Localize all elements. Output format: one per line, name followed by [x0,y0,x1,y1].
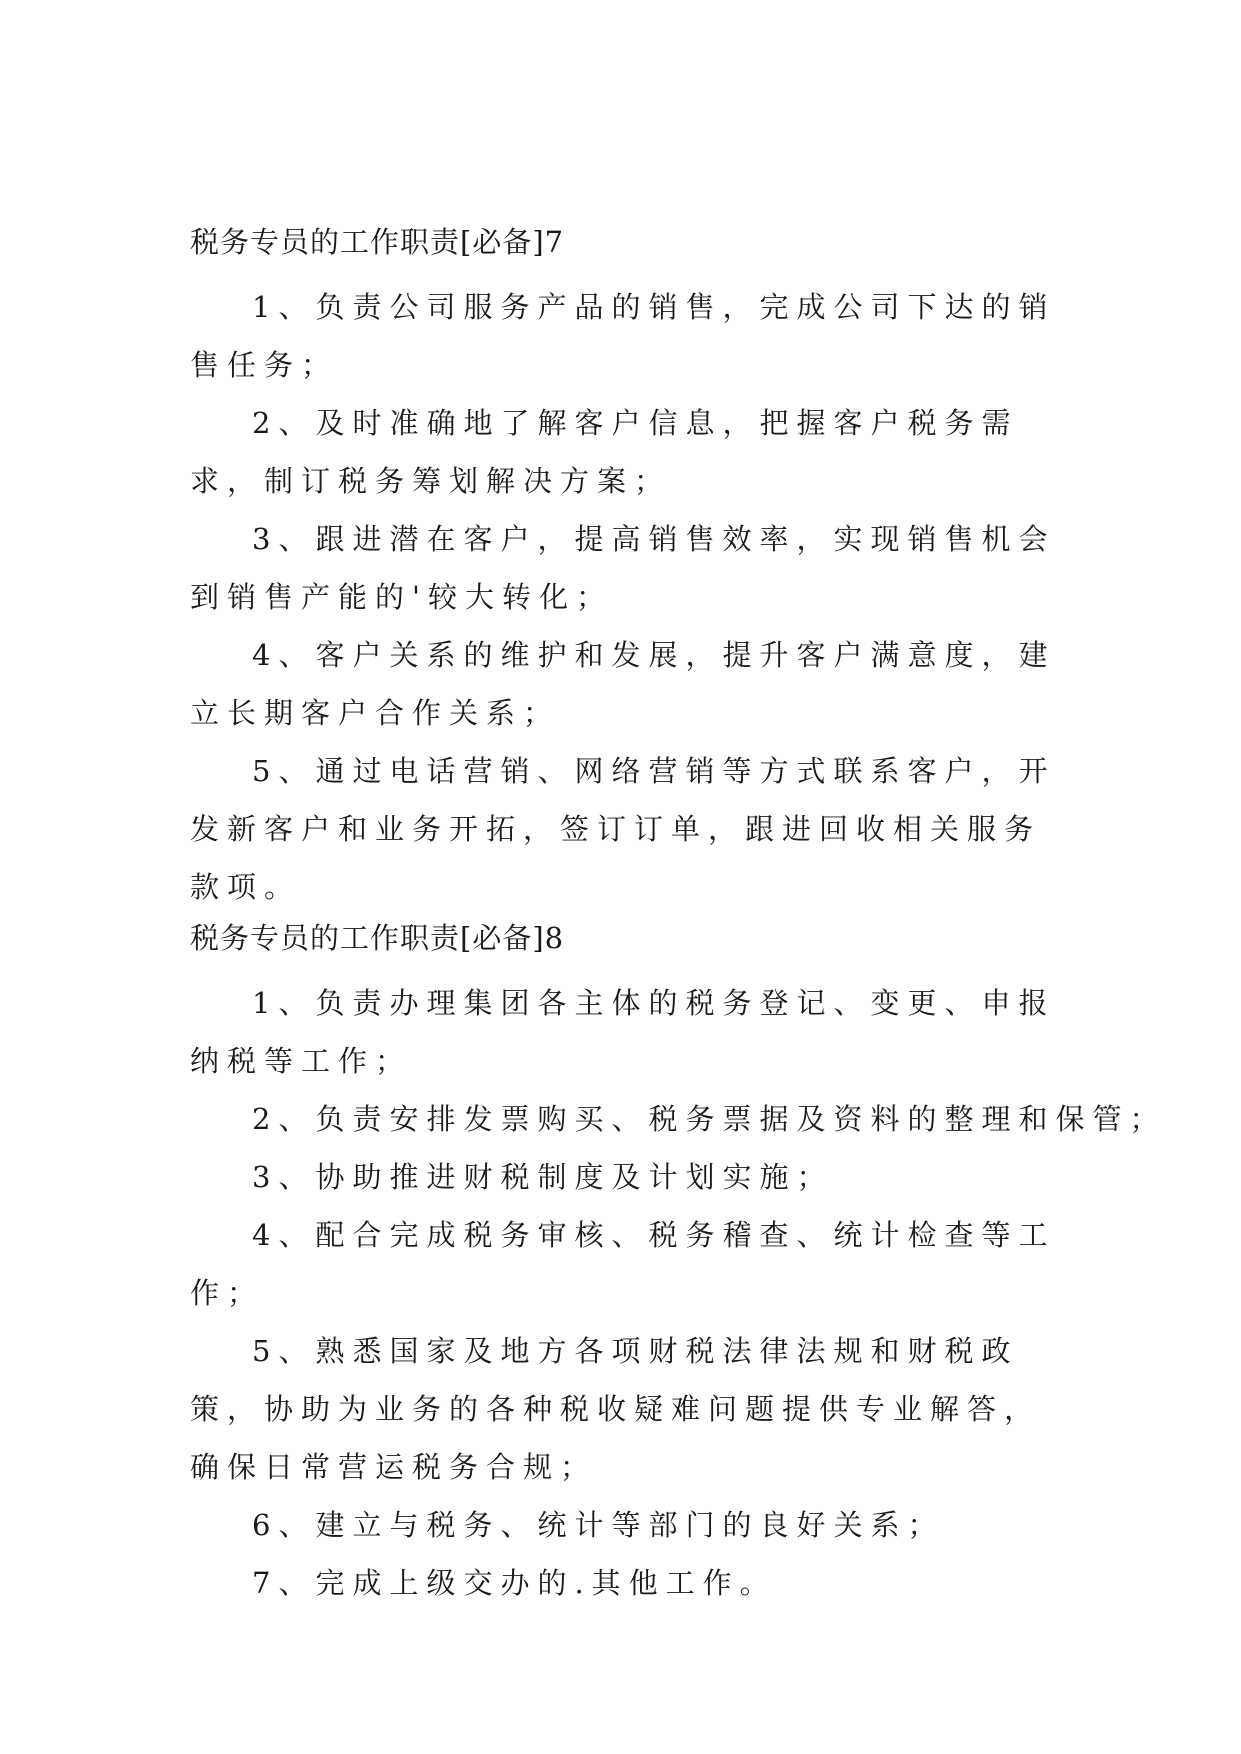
list-item: 7、完成上级交办的.其他工作。 [252,1566,777,1600]
list-item: 2、负责安排发票购买、税务票据及资料的整理和保管； [252,1102,1167,1136]
section-body [190,974,1167,1612]
section-heading: 税务专员的工作职责[必备]7 [190,225,565,259]
list-item: 4、客户关系的维护和发展，提升客户满意度，建立长期客户合作关系； [190,638,1056,730]
list-item: 3、协助推进财税制度及计划实施； [252,1160,834,1194]
list-item: 5、通过电话营销、网络营销等方式联系客户，开发新客户和业务开拓，签订订单，跟进回收相关服务款项。 [190,754,1056,904]
list-item: 2、及时准确地了解客户信息，把握客户税务需求，制订税务筹划解决方案； [190,406,1019,498]
list-item: 3、跟进潜在客户，提高销售效率，实现销售机会到销售产能的'较大转化； [190,522,1056,614]
section-body [190,278,1070,916]
list-item: 5、熟悉国家及地方各项财税法律法规和财税政策，协助为业务的各种税收疑难问题提供专业解答，确保日常营运税务合规； [190,1334,1042,1484]
section-heading: 税务专员的工作职责[必备]8 [190,921,565,955]
list-item: 1、负责办理集团各主体的税务登记、变更、申报纳税等工作； [190,986,1056,1078]
section-duties-7 [190,222,1070,916]
section-duties-8 [190,918,1167,1612]
list-item: 4、配合完成税务审核、税务稽查、统计检查等工作； [190,1218,1056,1310]
list-item: 6、建立与税务、统计等部门的良好关系； [252,1508,945,1542]
list-item: 1、负责公司服务产品的销售，完成公司下达的销售任务； [190,290,1056,382]
